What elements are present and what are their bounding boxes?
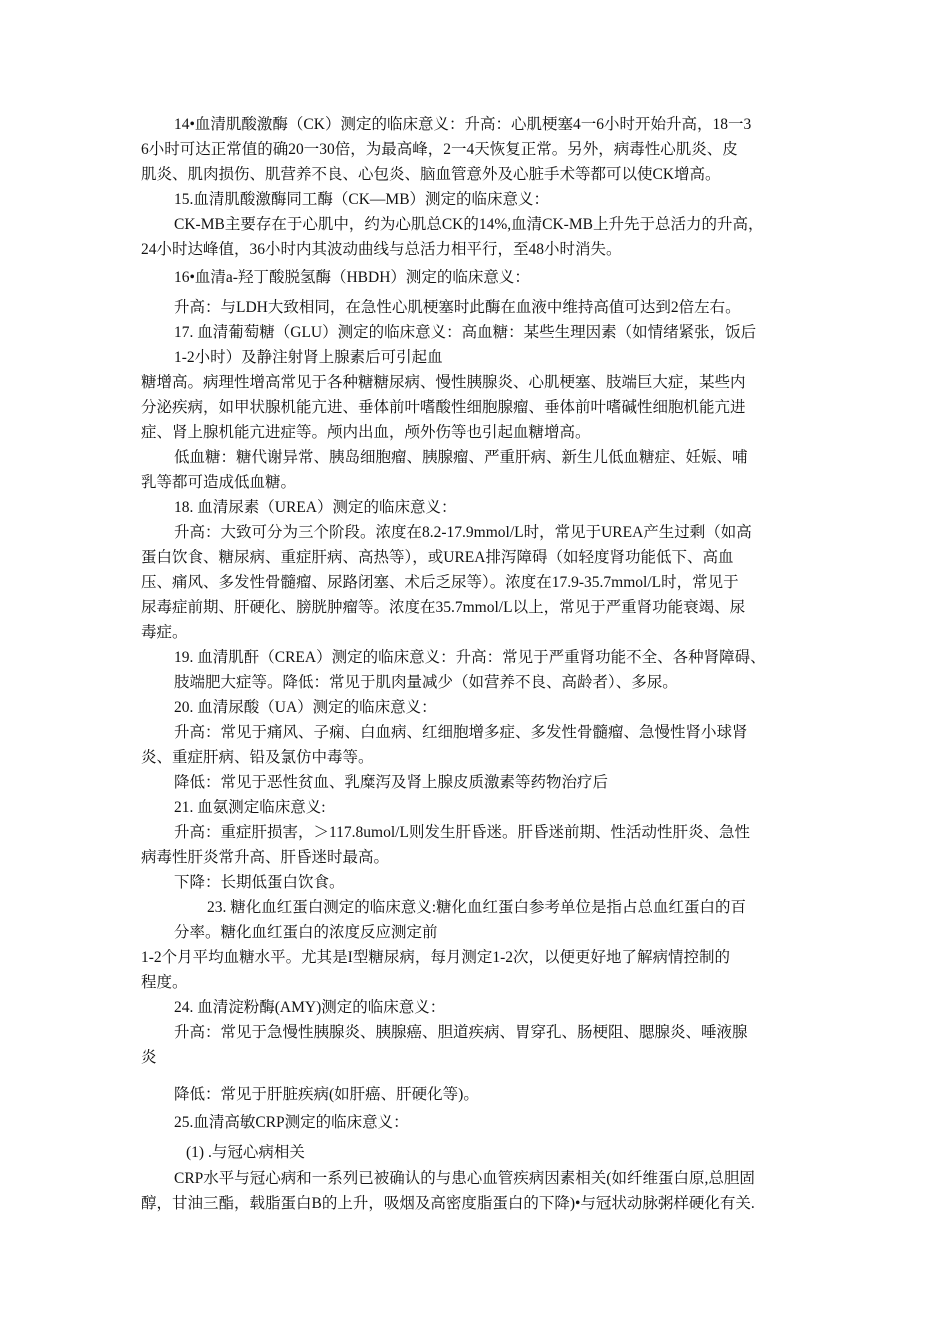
text-line: 程度。 [141, 974, 188, 991]
section-heading: 15.血清肌酸激酶同工酶（CK—MB）测定的临床意义： [174, 191, 550, 208]
text-line: 尿毒症前期、肝硬化、膀胱肿瘤等。浓度在35.7mmol/L以上，常见于严重肾功能衰竭、尿 [141, 599, 746, 616]
text-line: 压、痛风、多发性骨髓瘤、尿路闭塞、术后乏尿等）。浓度在17.9-35.7mmol/L时，常见于 [141, 574, 739, 591]
section-heading: 17. 血清葡萄糖（GLU）测定的临床意义：高血糖：某些生理因素（如情绪紧张，饭后 [174, 324, 757, 341]
section-heading: 23. 糖化血红蛋白测定的临床意义:糖化血红蛋白参考单位是指占总血红蛋白的百 [207, 899, 747, 916]
section-heading: 18. 血清尿素（UREA）测定的临床意义： [174, 499, 457, 516]
text-line: 降低：常见于恶性贫血、乳糜泻及肾上腺皮质激素等药物治疗后 [174, 774, 609, 791]
text-line: 肌炎、肌肉损伤、肌营养不良、心包炎、脑血管意外及心脏手术等都可以使CK增高。 [141, 166, 721, 183]
text-line: 1-2个月平均血糖水平。尤其是I型糖尿病，每月测定1-2次，以便更好地了解病情控制的 [141, 949, 730, 966]
text-line: 肢端肥大症等。降低：常见于肌肉量减少（如营养不良、高龄者）、多尿。 [174, 674, 678, 691]
text-line: 升高：常见于痛风、子痫、白血病、红细胞增多症、多发性骨髓瘤、急慢性肾小球肾 [174, 724, 748, 741]
text-line: 糖增高。病理性增高常见于各种糖糖尿病、慢性胰腺炎、心肌梗塞、肢端巨大症，某些内 [141, 374, 746, 391]
text-line: 14•血清肌酸激酶（CK）测定的临床意义：升高：心肌梗塞4一6小时开始升高，18一3 [174, 116, 752, 133]
text-line: 1-2小时）及静注射肾上腺素后可引起血 [174, 349, 443, 366]
subsection-heading: (1) .与冠心病相关 [186, 1144, 305, 1161]
text-line: CRP水平与冠心病和一系列已被确认的与患心血管疾病因素相关(如纤维蛋白原,总胆固 [174, 1170, 755, 1187]
text-line: 分率。糖化血红蛋白的浓度反应测定前 [174, 924, 438, 941]
text-line: 低血糖：糖代谢异常、胰岛细胞瘤、胰腺瘤、严重肝病、新生儿低血糖症、妊娠、哺 [174, 449, 748, 466]
text-line: 醇，甘油三酯，载脂蛋白B的上升，吸烟及高密度脂蛋白的下降)•与冠状动脉粥样硬化有关. [141, 1195, 755, 1212]
text-line: 炎、重症肝病、铅及氯仿中毒等。 [141, 749, 374, 766]
text-line: 毒症。 [141, 624, 188, 641]
section-heading: 24. 血清淀粉酶(AMY)测定的临床意义： [174, 999, 446, 1016]
text-line: 乳等都可造成低血糖。 [141, 474, 297, 491]
text-line: 蛋白饮食、糖尿病、重症肝病、高热等），或UREA排泻障碍（如轻度肾功能低下、高血 [141, 549, 734, 566]
text-line: 症、肾上腺机能亢进症等。颅内出血，颅外伤等也引起血糖增高。 [141, 424, 591, 441]
section-heading: 19. 血清肌酐（CREA）测定的临床意义：升高：常见于严重肾功能不全、各种肾障碍、 [174, 649, 766, 666]
text-line: CK-MB主要存在于心肌中，约为心肌总CK的14%,血清CK-MB上升先于总活力的升高， [174, 216, 764, 233]
text-line: 24小时达峰值，36小时内其波动曲线与总活力相平行，至48小时消失。 [141, 241, 622, 258]
text-line: 降低：常见于肝脏疾病(如肝癌、肝硬化等)。 [174, 1086, 479, 1103]
text-line: 升高：大致可分为三个阶段。浓度在8.2-17.9mmol/L时，常见于UREA产生过剩（如高 [174, 524, 752, 541]
text-line: 炎 [141, 1049, 157, 1066]
text-line: 病毒性肝炎常升高、肝昏迷时最高。 [141, 849, 390, 866]
text-line: 升高：重症肝损害，＞117.8umol/L则发生肝昏迷。肝昏迷前期、性活动性肝炎、急性 [174, 824, 750, 841]
section-heading: 20. 血清尿酸（UA）测定的临床意义： [174, 699, 437, 716]
section-heading: 25.血清高敏CRP测定的临床意义： [174, 1114, 409, 1131]
text-line: 升高：与LDH大致相同，在急性心肌梗塞时此酶在血液中维持高值可达到2倍左右。 [174, 299, 741, 316]
section-heading: 21. 血氨测定临床意义: [174, 799, 326, 816]
text-line: 升高：常见于急慢性胰腺炎、胰腺癌、胆道疾病、胃穿孔、肠梗阻、腮腺炎、唾液腺 [174, 1024, 748, 1041]
text-line: 6小时可达正常值的确20一30倍，为最高峰，2一4天恢复正常。另外，病毒性心肌炎、皮 [141, 141, 738, 158]
text-line: 下降：长期低蛋白饮食。 [174, 874, 345, 891]
text-line: 分泌疾病，如甲状腺机能亢进、垂体前叶嗜酸性细胞腺瘤、垂体前叶嗜碱性细胞机能亢进 [141, 399, 746, 416]
section-heading: 16•血清a-羟丁酸脱氢酶（HBDH）测定的临床意义： [174, 269, 530, 286]
